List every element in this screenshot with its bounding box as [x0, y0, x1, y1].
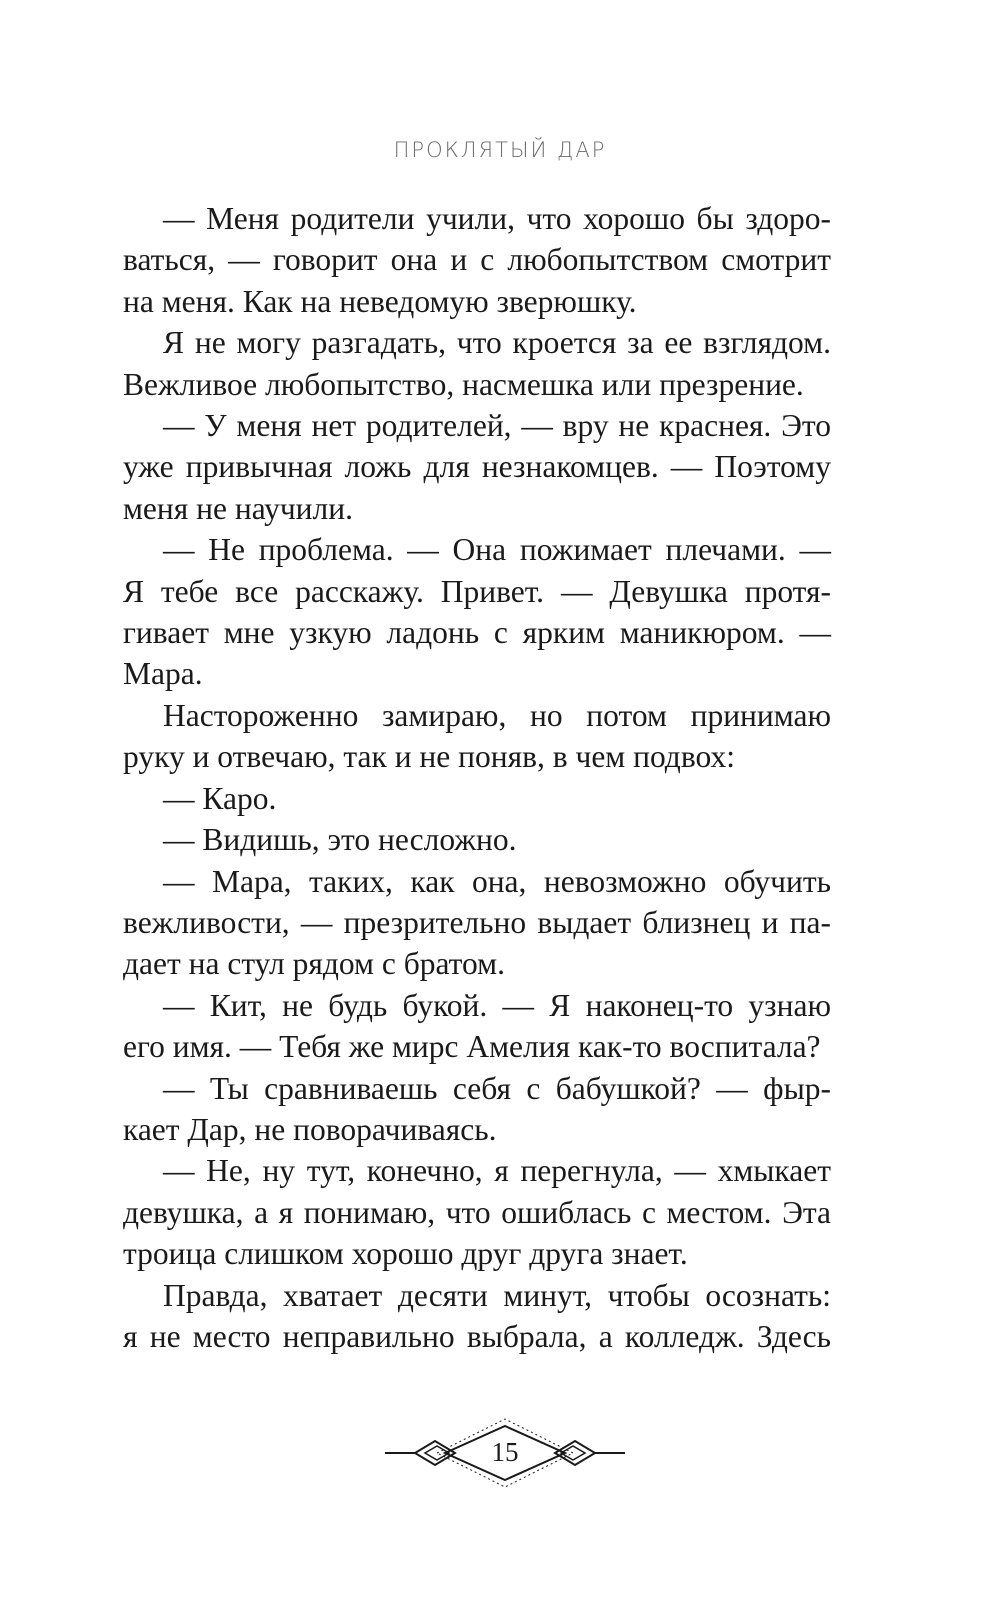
body-text	[123, 198, 831, 1357]
text-line: на меня. Как на неведомую зверюшку.	[123, 283, 637, 319]
text-line: я не место неправильно выбрала, а колледж. Здесь	[123, 1318, 831, 1354]
text-line: Я тебе все расскажу. Привет. — Девушка протя-	[123, 573, 831, 609]
text-line: — Ты сравниваешь себя с бабушкой? — фыр-	[163, 1070, 831, 1106]
running-head-title: ПРОКЛЯТЫЙ ДАР	[393, 138, 607, 162]
text-line: — Кит, не будь букой. — Я наконец-то узнаю	[163, 987, 831, 1023]
text-line: Я не могу разгадать, что кроется за ее взглядом.	[163, 325, 831, 361]
text-line: дает на стул рядом с братом.	[123, 946, 505, 982]
text-line: Настороженно замираю, но потом принимаю	[163, 697, 831, 733]
text-line: — Не проблема. — Она пожимает плечами. —	[163, 532, 831, 568]
text-line: вежливости, — презрительно выдает близнец и па-	[123, 904, 831, 940]
text-line: меня не научили.	[123, 490, 353, 526]
text-line: Правда, хватает десяти минут, чтобы осознать:	[163, 1277, 831, 1313]
text-line: — Каро.	[163, 780, 277, 816]
text-line: Мара.	[123, 656, 203, 692]
text-line: — У меня нет родителей, — вру не краснея. Это	[163, 408, 831, 444]
text-line: кает Дар, не поворачиваясь.	[123, 1111, 497, 1147]
text-line: Вежливое любопытство, насмешка или презрение.	[123, 366, 804, 402]
text-line: руку и отвечаю, так и не поняв, в чем подвох:	[123, 739, 735, 775]
text-line: — Не, ну тут, конечно, я перегнула, — хмыкает	[163, 1153, 831, 1189]
text-line: — Мара, таких, как она, невозможно обучить	[163, 863, 831, 899]
text-line: уже привычная ложь для незнакомцев. — Поэтому	[123, 449, 831, 485]
text-line: — Меня родители учили, что хорошо бы здоро-	[163, 201, 831, 236]
text-line: ваться, — говорит она и с любопытством смотрит	[123, 242, 831, 278]
text-line: девушка, а я понимаю, что ошиблась с местом. Эта	[123, 1194, 831, 1230]
page-folio	[385, 1416, 625, 1496]
text-line: троица слишком хорошо друг друга знает.	[123, 1236, 688, 1272]
page-number: 15	[491, 1437, 519, 1467]
text-line: гивает мне узкую ладонь с ярким маникюром. —	[123, 615, 831, 651]
text-line: — Видишь, это несложно.	[163, 822, 517, 858]
text-line: его имя. — Тебя же мирс Амелия как-то воспитала?	[123, 1029, 821, 1065]
